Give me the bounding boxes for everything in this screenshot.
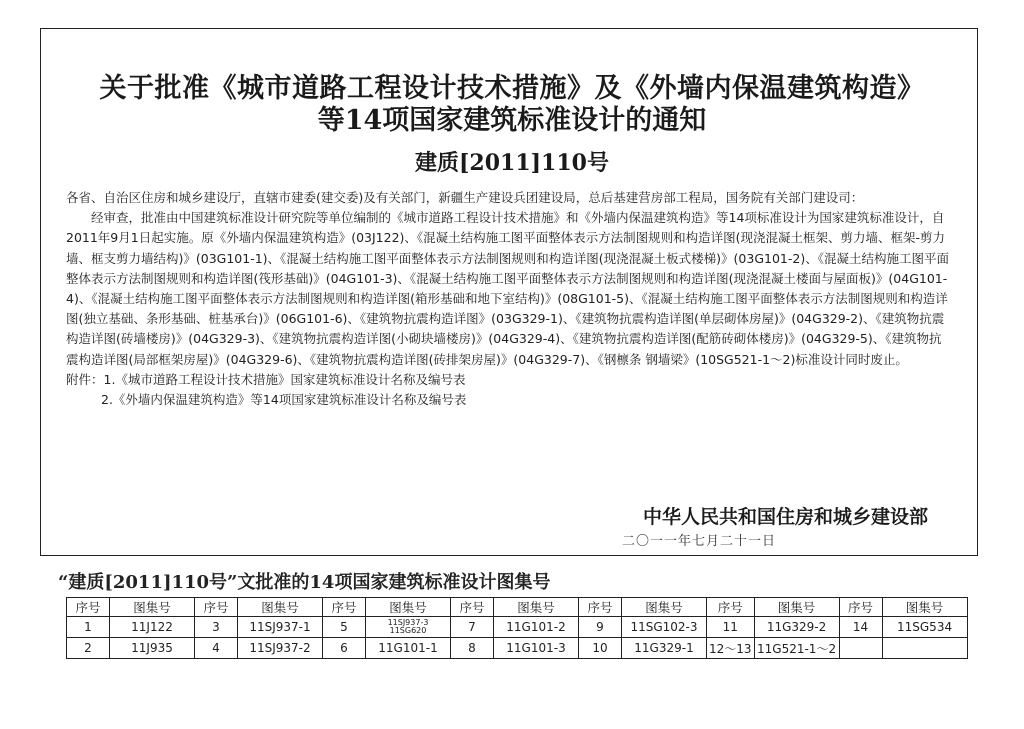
cell-code (366, 617, 451, 638)
cell-no: 14 (839, 617, 882, 638)
attachment-1: 1.《城市道路工程设计技术措施》国家建筑标准设计名称及编号表 (103, 371, 466, 387)
table-row (67, 617, 968, 638)
cell-code: 11G521-1～2 (754, 638, 839, 659)
cell-no: 4 (195, 638, 238, 659)
cell-no: 7 (451, 617, 494, 638)
cell-code: 11SJ937-1 (238, 617, 323, 638)
table-title: “建质[2011]110号”文批准的14项国家建筑标准设计图集号 (58, 572, 551, 593)
cell-no: 1 (67, 617, 110, 638)
cell-code (882, 638, 967, 659)
header-code: 图集号 (622, 598, 707, 617)
header-code: 图集号 (754, 598, 839, 617)
attachment-line-1 (66, 370, 950, 390)
document-number: 建质[2011]110号 (415, 150, 609, 176)
cell-code: 11SG102-3 (622, 617, 707, 638)
catalog-table (66, 597, 968, 659)
header-code: 图集号 (494, 598, 579, 617)
cell-code: 11J122 (110, 617, 195, 638)
cell-no: 11 (707, 617, 755, 638)
cell-code: 11SG534 (882, 617, 967, 638)
cell-no: 6 (323, 638, 366, 659)
attachments-label: 附件： (66, 371, 104, 387)
cell-code: 11SJ937-2 (238, 638, 323, 659)
notice-body (66, 188, 950, 410)
main-paragraph: 经审查，批准由中国建筑标准设计研究院等单位编制的《城市道路工程设计技术措施》和《外墙内保温建筑构造》等14项标准设计为国家建筑标准设计，自2011年9月1日起实施。原《外墙内保温建筑构造》(03J122)、《混凝土结构施工图平面整体表示方法制图规则和构造详图(现浇混凝土框架、剪力墙、框架-剪力墙、框支剪力墙结构)》(03G101-1)、《混凝土结构施工图平面整体表示方法制图规则和构造详图(现浇混凝土板式楼梯)》(03G101-2)、《混凝土结构施工图平面整体表示方法制图规则和构造详图(筏形基础)》(04G101-3)、《混凝土结构施工图平面整体表示方法制图规则和构造详图(现浇混凝土楼面与屋面板)》(04G101-4)、《混凝土结构施工图平面整体表示方法制图规则和构造详图(箱形基础和地下室结构)》(08G101-5)、《混凝土结构施工图平面整体表示方法制图规则和构造详图(独立基础、条形基础、桩基承台)》(06G101-6)、《建筑物抗震构造详图》(03G329-1)、《建筑物抗震构造详图(单层砌体房屋)》(04G329-2)、《建筑物抗震构造详图(砖墙楼房)》(04G329-3)、《建筑物抗震构造详图(小砌块墙楼房)》(04G329-4)、《建筑物抗震构造详图(配筋砖砌体楼房)》(04G329-5)、《建筑物抗震构造详图(局部框架房屋)》(04G329-6)、《建筑物抗震构造详图(砖排架房屋)》(04G329-7)、《钢檩条 钢墙梁》(10SG521-1～2)标准设计同时废止。 (66, 210, 949, 367)
cell-code-a: 11SJ937-3 (387, 618, 429, 627)
table-row (67, 638, 968, 659)
attachment-2: 2.《外墙内保温建筑构造》等14项国家建筑标准设计名称及编号表 (101, 392, 467, 408)
header-no: 序号 (579, 598, 622, 617)
header-code: 图集号 (366, 598, 451, 617)
cell-code: 11G101-1 (366, 638, 451, 659)
header-no: 序号 (195, 598, 238, 617)
cell-no: 9 (579, 617, 622, 638)
cell-no: 5 (323, 617, 366, 638)
cell-no: 10 (579, 638, 622, 659)
header-no: 序号 (67, 598, 110, 617)
cell-no (839, 638, 882, 659)
header-code: 图集号 (238, 598, 323, 617)
cell-code: 11J935 (110, 638, 195, 659)
header-code: 图集号 (882, 598, 967, 617)
cell-no: 3 (195, 617, 238, 638)
cell-no: 12～13 (707, 638, 755, 659)
cell-code: 11G329-1 (622, 638, 707, 659)
header-no: 序号 (839, 598, 882, 617)
header-no: 序号 (451, 598, 494, 617)
cell-code: 11G329-2 (754, 617, 839, 638)
notice-title-line2: 等14项国家建筑标准设计的通知 (317, 105, 707, 136)
cell-no: 2 (67, 638, 110, 659)
header-no: 序号 (323, 598, 366, 617)
header-code: 图集号 (110, 598, 195, 617)
issuer: 中华人民共和国住房和城乡建设部 (642, 506, 928, 528)
cell-no: 8 (451, 638, 494, 659)
cell-code: 11G101-3 (494, 638, 579, 659)
notice-title-line1: 关于批准《城市道路工程设计技术措施》及《外墙内保温建筑构造》 (99, 73, 925, 104)
table-header-row (67, 598, 968, 617)
issue-date: 二〇一一年七月二十一日 (622, 534, 777, 549)
header-no: 序号 (707, 598, 755, 617)
salutation: 各省、自治区住房和城乡建设厅，直辖市建委(建交委)及有关部门，新疆生产建设兵团建设局，总后基建营房部工程局，国务院有关部门建设司： (66, 190, 864, 205)
cell-code: 11G101-2 (494, 617, 579, 638)
cell-code-b: 11SG620 (389, 626, 427, 635)
